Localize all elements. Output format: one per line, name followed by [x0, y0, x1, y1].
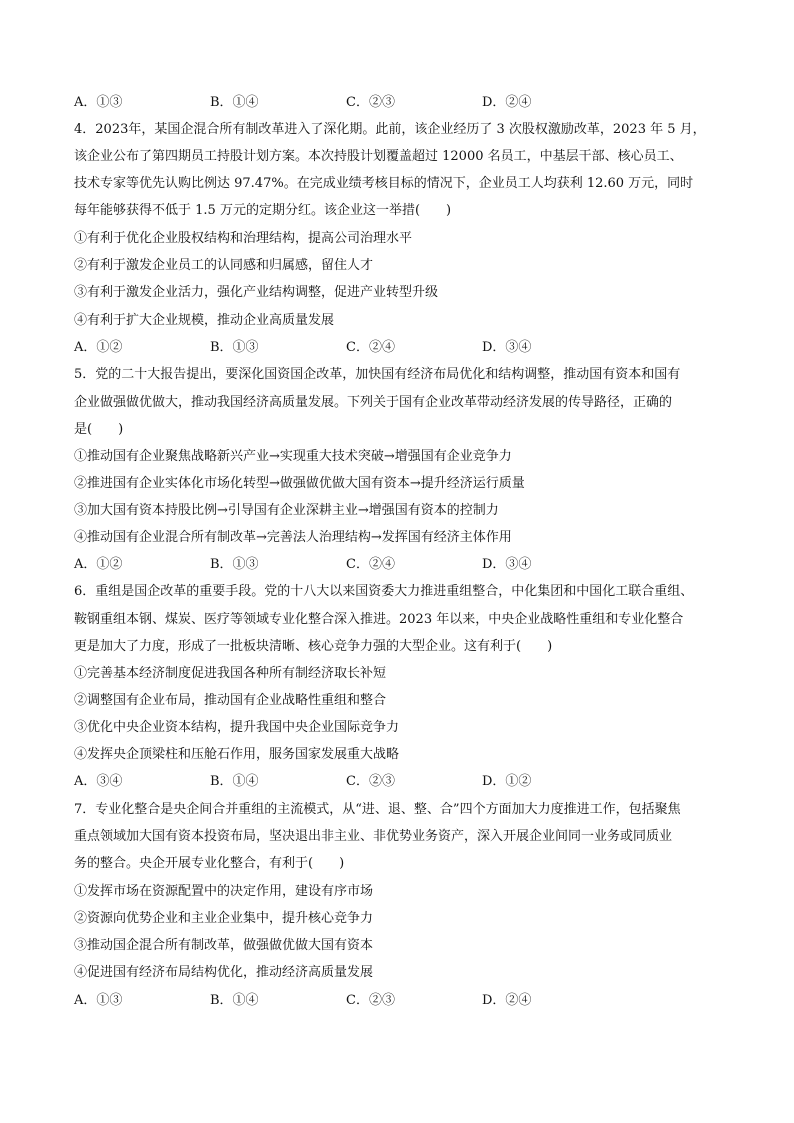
option-a: A．①③ [74, 95, 123, 110]
option-a: A．①③ [74, 993, 123, 1008]
q7-stem-line: 务的整合。央企开展专业化整合，有利于( ) [74, 856, 345, 871]
q5-item: ②推进国有企业实体化市场化转型→做强做优做大国有资本→提升经济运行质量 [74, 476, 525, 491]
option-a: A．③④ [74, 774, 123, 789]
q4-item: ②有利于激发企业员工的认同感和归属感，留住人才 [74, 258, 374, 273]
q5-stem-line: 企业做强做优做大，推动我国经济高质量发展。下列关于国有企业改革带动经济发展的传导路径，正确的 [74, 395, 673, 410]
q7-item: ②资源向优势企业和主业企业集中，提升核心竞争力 [74, 911, 374, 926]
q5-item: ④推动国有企业混合所有制改革→完善法人治理结构→发挥国有经济主体作用 [74, 530, 512, 545]
q7-options [74, 992, 734, 1010]
q5-item: ③加大国有资本持股比例→引导国有企业深耕主业→增强国有资本的控制力 [74, 503, 499, 518]
option-c: C．②④ [346, 340, 395, 355]
q7-stem-line: 重点领域加大国有资本投资布局，坚决退出非主业、非优势业务资产，深入开展企业间同一业务或同质业 [74, 829, 673, 844]
q5-stem-line: 5．党的二十大报告提出，要深化国资国企改革，加快国有经济布局优化和结构调整，推动国有资本和国有 [74, 367, 681, 382]
q4-options [74, 339, 734, 357]
q6-item: ①完善基本经济制度促进我国各种所有制经济取长补短 [74, 666, 387, 681]
q4-stem-line: 4．2023年，某国企混合所有制改革进入了深化期。此前，该企业经历了 3 次股权激励改革，2023 年 5 月， [74, 122, 706, 137]
option-c: C．②③ [346, 993, 395, 1008]
q5-options [74, 556, 734, 574]
q6-item: ④发挥央企顶梁柱和压舱石作用，服务国家发展重大战略 [74, 747, 400, 762]
q4-item: ④有利于扩大企业规模，推动企业高质量发展 [74, 313, 335, 328]
option-b: B．①③ [210, 557, 259, 572]
q5-stem-line: 是( ) [74, 422, 124, 437]
q7-stem-line: 7．专业化整合是央企间合并重组的主流模式，从“进、退、整、合”四个方面加大力度推进工作，包括聚焦 [74, 802, 681, 817]
q7-item: ④促进国有经济布局结构优化，推动经济高质量发展 [74, 965, 374, 980]
q6-item: ③优化中央企业资本结构，提升我国中央企业国际竞争力 [74, 720, 400, 735]
q4-item: ③有利于激发企业活力，强化产业结构调整，促进产业转型升级 [74, 285, 439, 300]
q6-stem-line: 6．重组是国企改革的重要手段。党的十八大以来国资委大力推进重组整合，中化集团和中国化工联合重组、 [74, 584, 694, 599]
q6-stem-line: 鞍钢重组本钢、煤炭、医疗等领域专业化整合深入推进。2023 年以来，中央企业战略性重组和专业化整合 [74, 612, 684, 627]
q6-options [74, 773, 734, 791]
option-c: C．②③ [346, 95, 395, 110]
option-a: A．①② [74, 340, 123, 355]
q6-stem-line: 更是加大了力度，形成了一批板块清晰、核心竞争力强的大型企业。这有利于( ) [74, 639, 553, 654]
option-c: C．②④ [346, 557, 395, 572]
option-b: B．①④ [210, 993, 259, 1008]
q4-stem-line: 技术专家等优先认购比例达 97.47%。在完成业绩考核目标的情况下，企业员工人均获利 12.60 万元，同时 [74, 176, 694, 191]
q3-options [74, 94, 734, 112]
q4-stem-line: 每年能够获得不低于 1.5 万元的定期分红。该企业这一举措( ) [74, 203, 452, 218]
q5-item: ①推动国有企业聚焦战略新兴产业→实现重大技术突破→增强国有企业竞争力 [74, 449, 512, 464]
q7-item: ①发挥市场在资源配置中的决定作用，建设有序市场 [74, 884, 374, 899]
option-d: D．③④ [482, 340, 532, 355]
option-b: B．①④ [210, 774, 259, 789]
q4-item: ①有利于优化企业股权结构和治理结构，提高公司治理水平 [74, 231, 413, 246]
option-a: A．①② [74, 557, 123, 572]
option-d: D．③④ [482, 557, 532, 572]
option-c: C．②③ [346, 774, 395, 789]
option-b: B．①③ [210, 340, 259, 355]
option-d: D．②④ [482, 993, 532, 1008]
q6-item: ②调整国有企业布局，推动国有企业战略性重组和整合 [74, 693, 387, 708]
option-b: B．①④ [210, 95, 259, 110]
option-d: D．①② [482, 774, 532, 789]
q7-item: ③推动国企混合所有制改革，做强做优做大国有资本 [74, 938, 374, 953]
q4-stem-line: 该企业公布了第四期员工持股计划方案。本次持股计划覆盖超过 12000 名员工，中基层干部、核心员工、 [74, 149, 683, 164]
option-d: D．②④ [482, 95, 532, 110]
